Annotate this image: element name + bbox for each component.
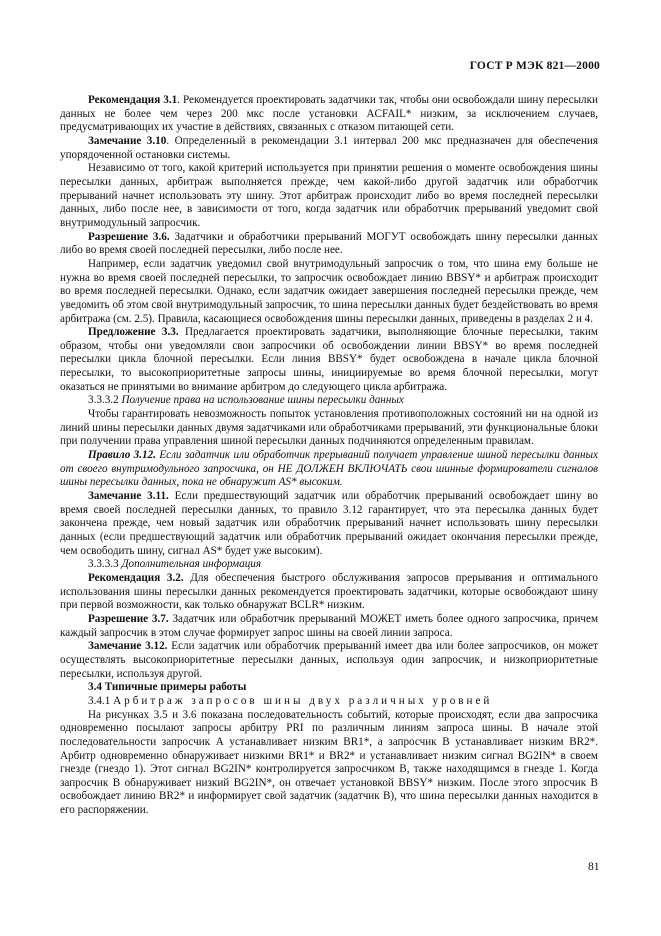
paragraph-label: Замечание 3.10	[88, 134, 167, 147]
note-3-12	[60, 640, 598, 681]
paragraph-text: Если задатчик или обработчик прерываний имеет два или более запросчиков, он может осуществлять высокоприоритетные пересылки данных, используя один запросчик, и низкоприоритетные пересылки, используя другой.	[60, 640, 598, 680]
section-number: 3.3.3.2	[88, 394, 119, 407]
body-paragraph: Независимо от того, какой критерий используется при принятии решения о моменте освобождения шины пересылки данных, арбитраж выполняется прежде, чем какой-либо другой задатчик или обработчик прерываний начнет использовать эту шину. Этот арбитраж происходит либо во время последней пересылки данных, либо после нее, в зависимости от того, когда задатчик или обработчик прерываний уведомит свой внутримодульный запросчик.	[60, 162, 598, 229]
paragraph-label: Предложение 3.3.	[88, 326, 179, 339]
paragraph-text: Задатчик или обработчик прерываний МОЖЕТ иметь более одного запросчика, причем каждый запросчик в этом случае формирует запрос шины на своей линии запроса.	[60, 612, 599, 639]
paragraph-label: Замечание 3.11.	[88, 490, 169, 503]
permission-3-7	[60, 613, 598, 640]
section-title: Дополнительная информация	[121, 558, 262, 571]
rule-3-12	[60, 449, 598, 490]
paragraph-label: Правило 3.12.	[88, 449, 156, 462]
body-paragraph: Например, если задатчик уведомил свой внутримодульный запросчик о том, что шина ему больше не нужна во время своей последней пересылки, то запросчик освобождает линию BBSY* и арбитраж происходит во время последней пересылки. Однако, если задатчик ожидает завершения последней пересылки прежде, чем уведомить об этом свой внутримодульный запросчик, то шина пересылки данных будет бездействовать во время арбитража (см. 2.5). Правила, касающиеся освобождения шины пересылки данных, приведены в разделах 2 и 4.	[60, 257, 598, 325]
section-number: 3.3.3.3	[88, 558, 119, 571]
body-paragraph: Чтобы гарантировать невозможность попыток установления противоположных состояний ни на одной из линий шины пересылки данных двумя задатчиками или обработчиками прерываний, эти функциональные блоки при получении права управления шиной пересылки данных подчиняются определенным правилам.	[60, 408, 598, 448]
paragraph-text: . Определенный в рекомендации 3.1 интервал 200 мкс предназначен для обеспечения упорядоченной остановки системы.	[60, 134, 598, 161]
page-number: 81	[588, 861, 600, 873]
paragraph-text: Если задатчик или обработчик прерываний получает управление шиной пересылки данных от своего внутримодульного запросчика, он	[60, 449, 598, 475]
section-title: Арбитраж запросов шины двух различных уровней	[113, 694, 493, 707]
suggestion-3-3	[60, 326, 598, 394]
paragraph-label: Замечание 3.12.	[88, 640, 168, 653]
subsection-heading	[60, 558, 598, 572]
body-paragraph: На рисунках 3.5 и 3.6 показана последовательность событий, которые происходят, если два запросчика одновременно посылают запросы арбитру PRI по различным линиям запроса шины. В начале этой последовательности запросчик А устанавливает низким BR1*, а запросчик В устанавливает низким BR2*. Арбитр одновременно обнаруживает низкими BR1* и BR2* и устанавливает низким сигнал BG2IN* в своем гнезде (гнездо 1). Этот сигнал BG2IN* контролируется запросчиком В, также находящимся в гнезде 1. Когда запросчик В обнаруживает низкий BG2IN*, он отвечает установкой BBSY* низким. После этого зпросчик В освобождает линию BR2* и информирует свой задатчик (задатчик В), что шина пересылки данных находится в его распоряжении.	[60, 708, 598, 817]
emphasis-text: НЕ ДОЛЖЕН ВКЛЮЧАТЬ	[277, 462, 408, 475]
paragraph-text: Если предшествующий задатчик или обработчик прерываний освобождает шину во время своей последней пересылки данных, то правило 3.12 гарантирует, что эта пересылка данных будет закончена прежде, чем новый задатчик или обработчик прерываний начнет использовать шину пересылки данных (если предшествующий задатчик или обработчик прерываний ожидает окончания пересылки прежде, чем освободить шину, сигнал AS* будет уже высоким).	[60, 490, 598, 557]
paragraph-label: Рекомендация 3.1	[88, 94, 178, 106]
paragraph-text: . Рекомендуется проектировать задатчики так, чтобы они освобождали шину пересылки данных не более чем через 200 мкс после установки ACFAIL* низким, за исключением случаев, предусматривающих их участие в действиях, связанных с отказом питающей сети.	[60, 94, 598, 134]
section-title: Получение права на использование шины пересылки данных	[121, 394, 404, 407]
paragraph-text: свои шинные формирователи сигналов шины пересылки данных, пока не обнаружит AS* высоким.	[60, 462, 599, 489]
section-number: 3.4.1	[88, 694, 111, 707]
paragraph-text: Для обеспечения быстрого обслуживания запросов прерывания и оптимального использования шины пересылки данных рекомендуется проектировать задатчики, которые освобождают шину при первой возможности, как только обнаружат BCLR* низким.	[60, 571, 598, 612]
section-heading: 3.4 Типичные примеры работы	[88, 681, 247, 694]
paragraph-label: Разрешение 3.7.	[88, 612, 169, 625]
paragraph-text: Предлагается проектировать задатчики, выполняющие блочные пересылки, таким образом, чтобы они уведомляли свои запросчики об освобождении линии BBSY* во время последней пересылки цикла блочной пересылки. Если линия BBSY* будет освобождена в начале цикла блочной пересылки, то высокоприоритетные запросы шины, инициируемые во время блочной пересылки, могут оказаться не принятыми во внимание арбитром до следующего цикла арбитража.	[60, 326, 598, 393]
subsection-heading	[60, 695, 598, 709]
page-header: ГОСТ Р МЭК 821—2000	[469, 60, 600, 72]
note-3-10	[60, 135, 598, 162]
paragraph-label: Разрешение 3.6.	[88, 230, 170, 243]
document-body	[60, 94, 598, 818]
permission-3-6	[60, 231, 598, 258]
note-3-11	[60, 490, 598, 558]
paragraph-label: Рекомендация 3.2.	[88, 571, 184, 584]
recommendation-3-2	[60, 572, 598, 613]
paragraph-text: Задатчики и обработчики прерываний МОГУТ освобождать шину пересылки данных либо во время своей последней пересылки, либо после нее.	[60, 230, 599, 257]
subsection-heading	[60, 394, 598, 408]
recommendation-3-1	[60, 94, 598, 135]
